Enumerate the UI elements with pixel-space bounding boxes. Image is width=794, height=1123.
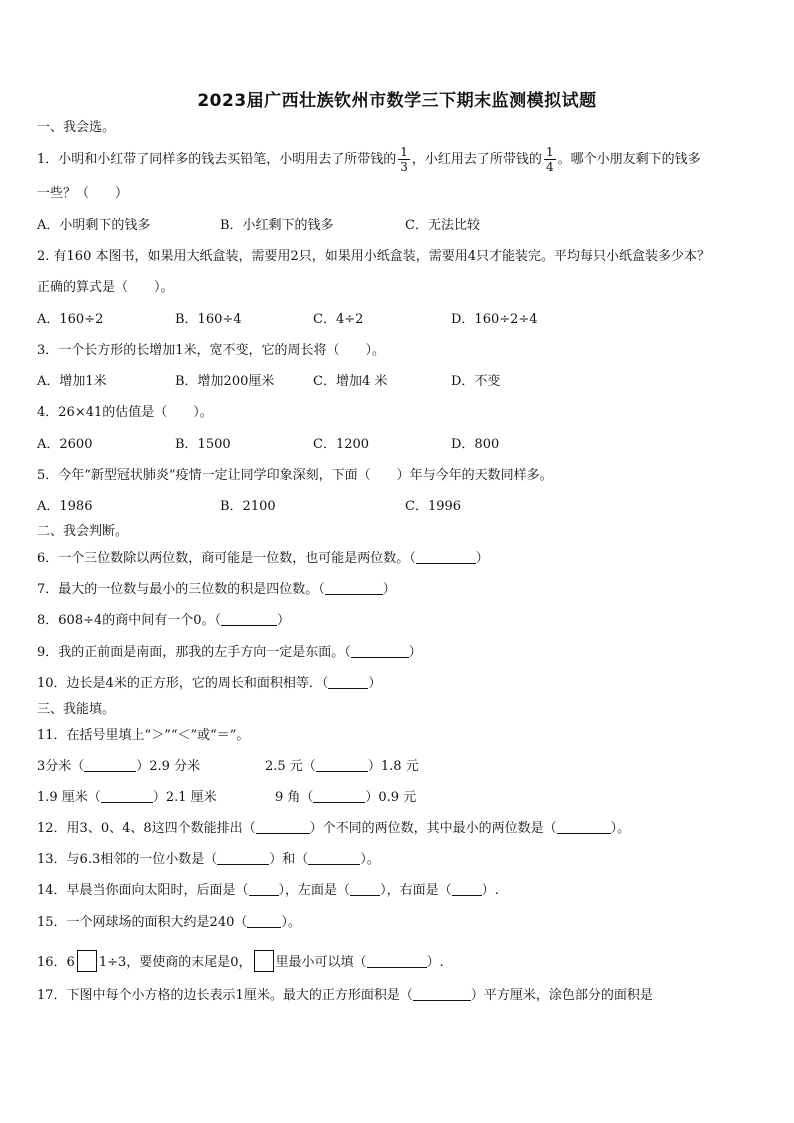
- q12-text-b: ）个不同的两位数，其中最小的两位数是（: [309, 821, 557, 836]
- fraction-one-third: [398, 145, 410, 174]
- q1-option-b[interactable]: B．小红剩下的钱多: [220, 218, 334, 233]
- question-17: [37, 987, 653, 1005]
- q14-text-d: ）.: [481, 883, 499, 898]
- q10-close: ）: [368, 676, 382, 691]
- question-2-line2: 正确的算式是（ ）。: [37, 280, 174, 295]
- q9-close: ）: [408, 645, 422, 660]
- q17-text-a: 17．下图中每个小方格的边长表示1厘米。最大的正方形面积是（: [37, 988, 413, 1003]
- q8-close: ）: [277, 613, 291, 628]
- q16-text-a: 16．6: [37, 955, 75, 970]
- answer-blank[interactable]: [416, 550, 476, 564]
- page-title: 2023届广西壮族钦州市数学三下期末监测模拟试题: [197, 91, 597, 111]
- question-1-line2: 一些？（ ）: [37, 186, 129, 201]
- answer-blank[interactable]: [413, 987, 471, 1001]
- answer-blank[interactable]: [557, 820, 611, 834]
- section-2-heading: 二、我会判断。: [37, 524, 129, 539]
- answer-blank[interactable]: [328, 675, 368, 689]
- q1-text-c: 。哪个小朋友剩下的钱多: [557, 152, 701, 167]
- q11-item-1-right: ）2.9 分米: [136, 759, 201, 774]
- question-2: 2. 有160 本图书，如果用大纸盒装，需要用2只，如果用小纸盒装，需要用4只才能装完。平均每只小纸盒装多少本？: [37, 249, 711, 264]
- answer-blank[interactable]: [247, 914, 281, 928]
- q16-text-c: 里最小可以填（: [275, 955, 367, 970]
- q2-option-c[interactable]: C．4÷2: [313, 312, 364, 327]
- q4-option-c[interactable]: C．1200: [313, 437, 370, 452]
- q11-item-3: [37, 789, 217, 807]
- q16-text-b: 1÷3，要使商的末尾是0，: [98, 955, 252, 970]
- question-9: [37, 644, 422, 662]
- question-5: 5．今年“新型冠状肺炎”疫情一定让同学印象深刻，下面（ ）年与今年的天数同样多。: [37, 468, 553, 483]
- question-14: [37, 882, 499, 900]
- answer-blank[interactable]: [350, 882, 380, 896]
- answer-blank[interactable]: [217, 851, 269, 865]
- answer-blank[interactable]: [308, 851, 360, 865]
- q11-item-4-right: ）0.9 元: [365, 790, 417, 805]
- q13-text-a: 13．与6.3相邻的一位小数是（: [37, 852, 218, 867]
- q15-text: 15．一个网球场的面积大约是240（: [37, 915, 248, 930]
- q11-item-1-left: 3分米（: [37, 759, 85, 774]
- q4-option-d[interactable]: D．800: [451, 437, 500, 452]
- fraction-denominator: 4: [545, 160, 554, 174]
- q14-text-a: 14．早晨当你面向太阳时，后面是（: [37, 883, 249, 898]
- q1-option-a[interactable]: A．小明剩下的钱多: [37, 218, 151, 233]
- q10-text: 10．边长是4米的正方形，它的周长和面积相等．（: [37, 676, 329, 691]
- fraction-one-fourth: [544, 145, 556, 174]
- question-15: [37, 914, 301, 932]
- question-4: 4．26×41的估值是（ ）。: [37, 405, 213, 420]
- q7-text: 7．最大的一位数与最小的三位数的积是四位数。（: [37, 582, 325, 597]
- q5-option-c[interactable]: C．1996: [405, 499, 462, 514]
- answer-blank[interactable]: [316, 758, 368, 772]
- q12-text-c: ）。: [610, 821, 631, 836]
- question-8: [37, 612, 290, 630]
- q3-option-d[interactable]: D．不变: [451, 374, 501, 389]
- question-3: 3．一个长方形的长增加1米，宽不变，它的周长将（ ）。: [37, 343, 386, 358]
- question-13: [37, 851, 380, 869]
- answer-blank[interactable]: [101, 789, 153, 803]
- q17-text-b: ）平方厘米，涂色部分的面积是: [470, 988, 653, 1003]
- q11-item-2-right: ）1.8 元: [367, 759, 419, 774]
- question-12: [37, 820, 630, 838]
- q8-text: 8．608÷4的商中间有一个0。（: [37, 613, 222, 628]
- section-1-heading: 一、我会选。: [37, 120, 116, 135]
- q7-close: ）: [382, 582, 396, 597]
- q2-option-b[interactable]: B．160÷4: [175, 312, 242, 327]
- question-6: [37, 550, 489, 568]
- question-7: [37, 581, 396, 599]
- q6-close: ）: [475, 551, 489, 566]
- q11-item-3-right: ）2.1 厘米: [152, 790, 217, 805]
- answer-blank[interactable]: [256, 820, 310, 834]
- q4-option-a[interactable]: A．2600: [37, 437, 93, 452]
- q16-text-d: ）.: [426, 955, 444, 970]
- question-10: [37, 675, 381, 693]
- answer-blank[interactable]: [452, 882, 482, 896]
- q5-option-a[interactable]: A．1986: [37, 499, 93, 514]
- question-16: [37, 950, 444, 972]
- question-1: [37, 143, 701, 177]
- q2-option-a[interactable]: A．160÷2: [37, 312, 104, 327]
- q5-option-b[interactable]: B．2100: [220, 499, 276, 514]
- digit-box[interactable]: [77, 950, 97, 972]
- q4-option-b[interactable]: B．1500: [175, 437, 231, 452]
- q11-item-1: [37, 758, 200, 776]
- answer-blank[interactable]: [351, 644, 409, 658]
- q13-text-b: ）和（: [269, 852, 309, 867]
- fraction-denominator: 3: [400, 160, 408, 174]
- q11-item-2: [265, 758, 419, 776]
- q3-option-a[interactable]: A．增加1米: [37, 374, 107, 389]
- answer-blank[interactable]: [249, 882, 279, 896]
- digit-box[interactable]: [254, 950, 274, 972]
- question-11: 11．在括号里填上“＞”“＜”或“＝”。: [37, 728, 250, 743]
- q14-text-c: ），右面是（: [380, 883, 452, 898]
- q11-item-4-left: 9 角（: [275, 790, 314, 805]
- q2-option-d[interactable]: D．160÷2÷4: [451, 312, 538, 327]
- q1-text-b: ，小红用去了所带钱的: [411, 152, 542, 167]
- q14-text-b: ），左面是（: [278, 883, 351, 898]
- q11-item-2-left: 2.5 元（: [265, 759, 316, 774]
- q1-option-c[interactable]: C．无法比较: [405, 218, 480, 233]
- q3-option-c[interactable]: C．增加4 米: [313, 374, 388, 389]
- q3-option-b[interactable]: B．增加200厘米: [175, 374, 275, 389]
- q9-text: 9．我的正前面是南面，那我的左手方向一定是东面。（: [37, 645, 351, 660]
- q15-close: ）。: [281, 915, 301, 930]
- section-3-heading: 三、我能填。: [37, 702, 116, 717]
- q1-text-a: 1．小明和小红带了同样多的钱去买铅笔，小明用去了所带钱的: [37, 152, 397, 167]
- answer-blank[interactable]: [325, 581, 383, 595]
- q11-item-3-left: 1.9 厘米（: [37, 790, 101, 805]
- q11-item-4: [275, 789, 416, 807]
- fraction-numerator: 1: [545, 145, 554, 159]
- answer-blank[interactable]: [367, 954, 427, 968]
- q12-text-a: 12．用3、0、4、8这四个数能排出（: [37, 821, 256, 836]
- q13-text-c: ）。: [360, 852, 380, 867]
- answer-blank[interactable]: [221, 612, 277, 626]
- answer-blank[interactable]: [313, 789, 365, 803]
- fraction-numerator: 1: [400, 145, 408, 159]
- answer-blank[interactable]: [84, 758, 136, 772]
- q6-text: 6．一个三位数除以两位数，商可能是一位数，也可能是两位数。（: [37, 551, 416, 566]
